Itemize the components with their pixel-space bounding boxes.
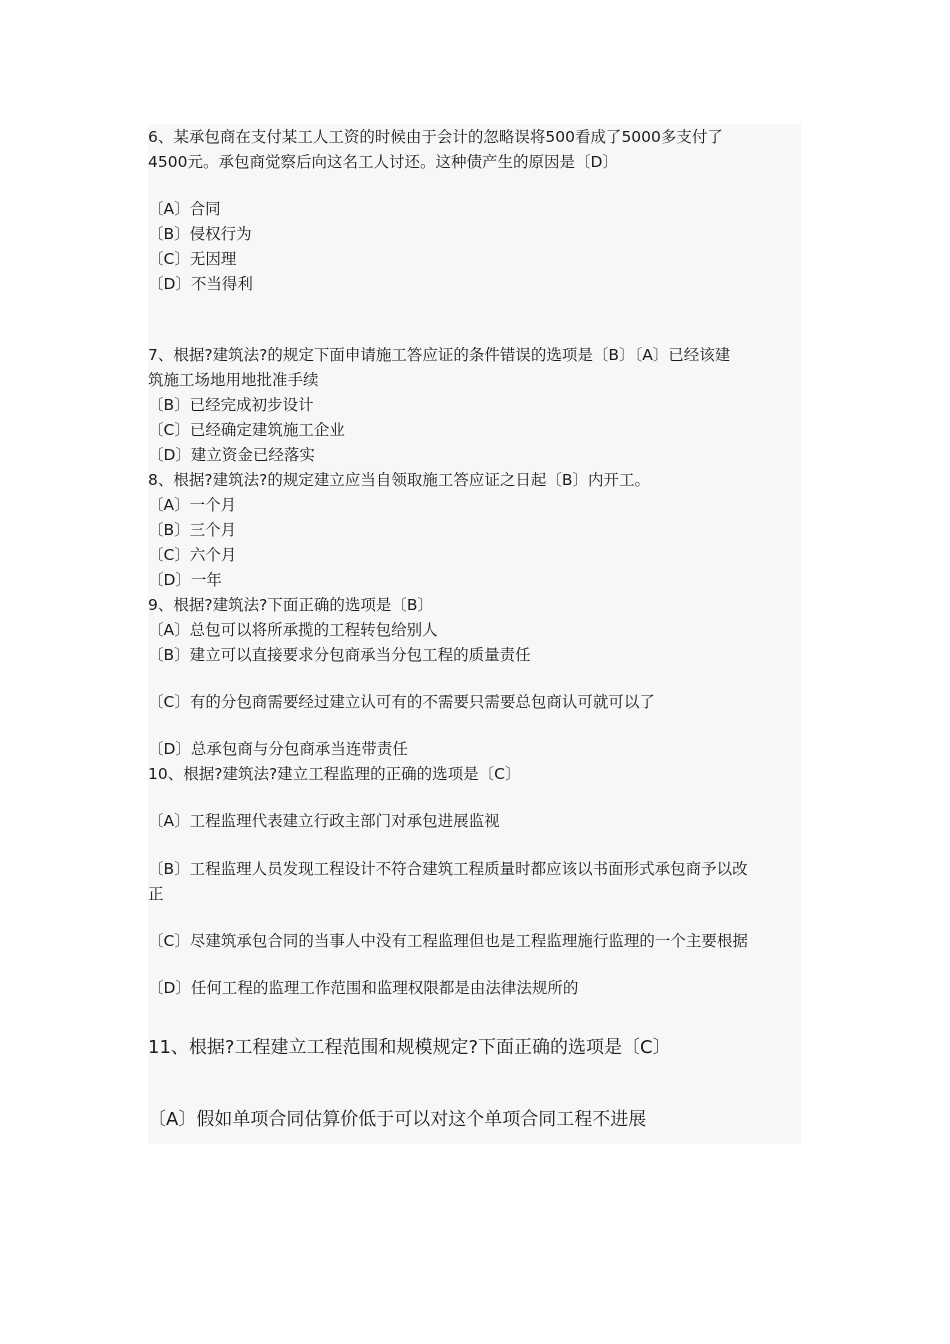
q6-stem-line1: 6、某承包商在支付某工人工资的时候由于会计的忽略误将500看成了5000多支付了 [148,128,723,146]
q9-option-c: 〔C〕有的分包商需要经过建立认可有的不需要只需要总包商认可就可以了 [148,693,655,711]
q7-stem-line1: 7、根据?建筑法?的规定下面申请施工答应证的条件错误的选项是〔B〕〔A〕已经该建 [148,346,731,364]
q7-option-d: 〔D〕建立资金已经落实 [148,446,315,464]
q7-option-b: 〔B〕已经完成初步设计 [148,396,314,414]
q9-stem: 9、根据?建筑法?下面正确的选项是〔B〕 [148,596,433,614]
q10-option-a: 〔A〕工程监理代表建立行政主部门对承包进展监视 [148,812,500,830]
q9-option-d: 〔D〕总承包商与分包商承当连带责任 [148,740,408,758]
q6-option-d: 〔D〕不当得利 [148,275,253,293]
q11-option-a: 〔A〕假如单项合同估算价低于可以对这个单项合同工程不进展 [148,1109,647,1130]
q9-option-b: 〔B〕建立可以直接要求分包商承当分包工程的质量责任 [148,646,531,664]
q8-option-d: 〔D〕一年 [148,571,222,589]
q10-option-d: 〔D〕任何工程的监理工作范围和监理权限都是由法律法规所的 [148,979,579,997]
q10-stem: 10、根据?建筑法?建立工程监理的正确的选项是〔C〕 [148,765,521,783]
q11-stem: 11、根据?工程建立工程范围和规模规定?下面正确的选项是〔C〕 [148,1037,671,1058]
q10-option-b-line2: 正 [148,885,164,903]
q8-option-c: 〔C〕六个月 [148,546,237,564]
q10-option-c: 〔C〕尽建筑承包合同的当事人中没有工程监理但也是工程监理施行监理的一个主要根据 [148,932,748,950]
q7-option-c: 〔C〕已经确定建筑施工企业 [148,421,345,439]
q6-option-c: 〔C〕无因理 [148,250,237,268]
q6-option-b: 〔B〕侵权行为 [148,225,252,243]
q8-option-b: 〔B〕三个月 [148,521,237,539]
q7-stem-line2: 筑施工场地用地批准手续 [148,371,319,389]
q6-option-a: 〔A〕合同 [148,200,221,218]
q9-option-a: 〔A〕总包可以将所承揽的工程转包给别人 [148,621,438,639]
q6-stem-line2: 4500元。承包商觉察后向这名工人讨还。这种债产生的原因是〔D〕 [148,153,618,171]
q10-option-b-line1: 〔B〕工程监理人员发现工程设计不符合建筑工程质量时都应该以书面形式承包商予以改 [148,860,748,878]
q8-option-a: 〔A〕一个月 [148,496,237,514]
q8-stem: 8、根据?建筑法?的规定建立应当自领取施工答应证之日起〔B〕内开工。 [148,471,650,489]
